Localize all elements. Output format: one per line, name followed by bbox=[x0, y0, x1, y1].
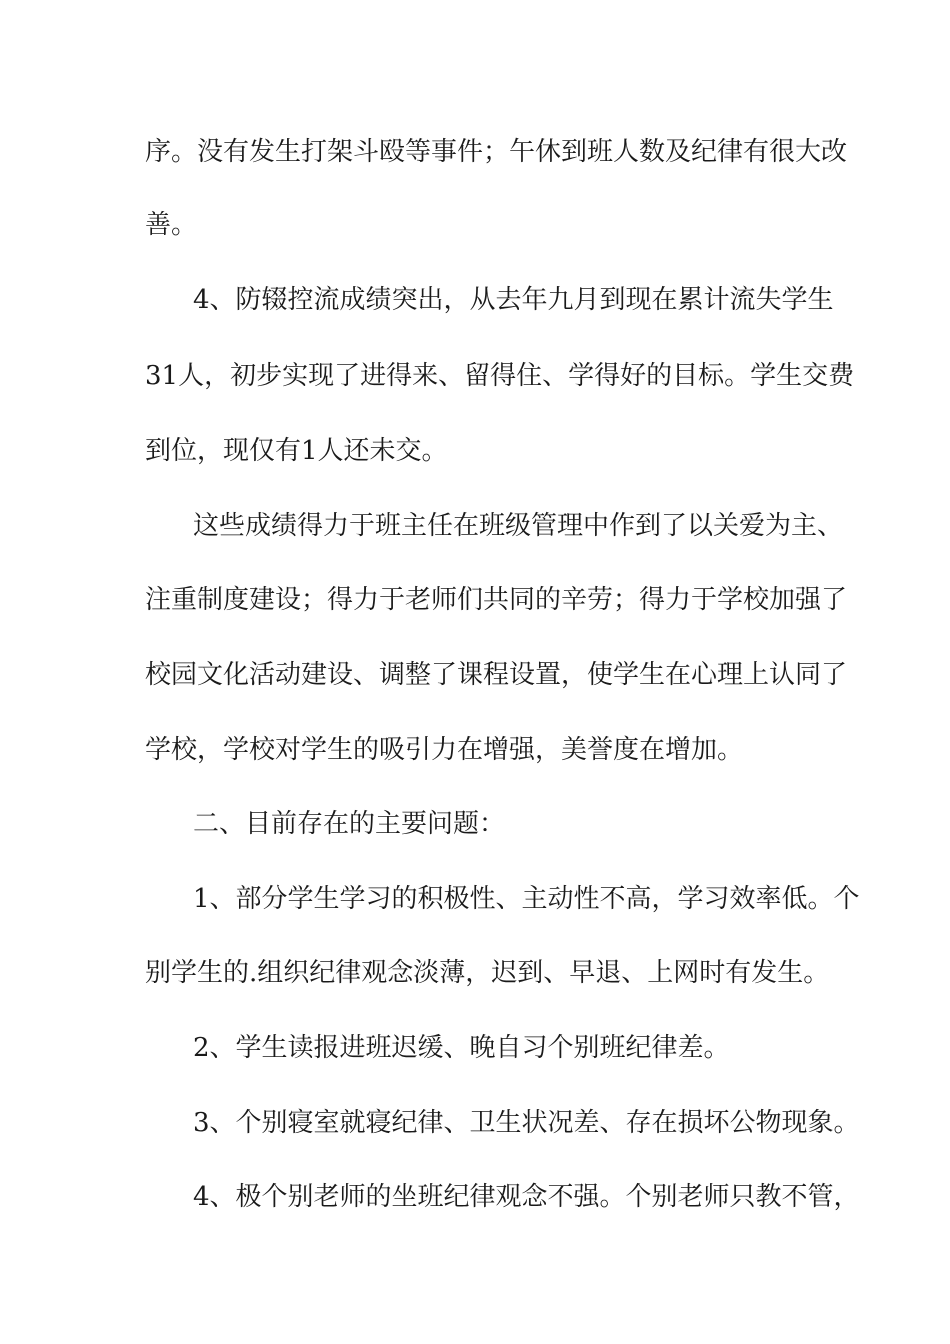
text-line: 学校，学校对学生的吸引力在增强，美誉度在增加。 bbox=[145, 735, 744, 765]
text-line: 别学生的.组织纪律观念淡薄，迟到、早退、上网时有发生。 bbox=[145, 958, 830, 988]
paragraph-start-line: 1、部分学生学习的积极性、主动性不高，学习效率低。个 bbox=[193, 884, 860, 914]
text-line: 善。 bbox=[145, 210, 198, 240]
section-heading: 二、目前存在的主要问题： bbox=[193, 809, 506, 839]
paragraph-start-line: 这些成绩得力于班主任在班级管理中作到了以关爱为主、 bbox=[193, 511, 844, 541]
text-line: 到位，现仅有1人还未交。 bbox=[145, 436, 448, 466]
paragraph-start-line: 3、个别寝室就寝纪律、卫生状况差、存在损坏公物现象。 bbox=[193, 1108, 860, 1138]
text-line: 31人，初步实现了进得来、留得住、学得好的目标。学生交费 bbox=[145, 361, 855, 391]
paragraph-start-line: 4、防辍控流成绩突出，从去年九月到现在累计流失学生 bbox=[193, 285, 834, 315]
text-line: 注重制度建设；得力于老师们共同的辛劳；得力于学校加强了 bbox=[145, 585, 848, 615]
text-line: 序。没有发生打架斗殴等事件；午休到班人数及纪律有很大改 bbox=[145, 137, 848, 167]
text-line: 校园文化活动建设、调整了课程设置，使学生在心理上认同了 bbox=[145, 660, 848, 690]
paragraph-start-line: 4、极个别老师的坐班纪律观念不强。个别老师只教不管， bbox=[193, 1182, 860, 1212]
paragraph-start-line: 2、学生读报进班迟缓、晚自习个别班纪律差。 bbox=[193, 1033, 730, 1063]
